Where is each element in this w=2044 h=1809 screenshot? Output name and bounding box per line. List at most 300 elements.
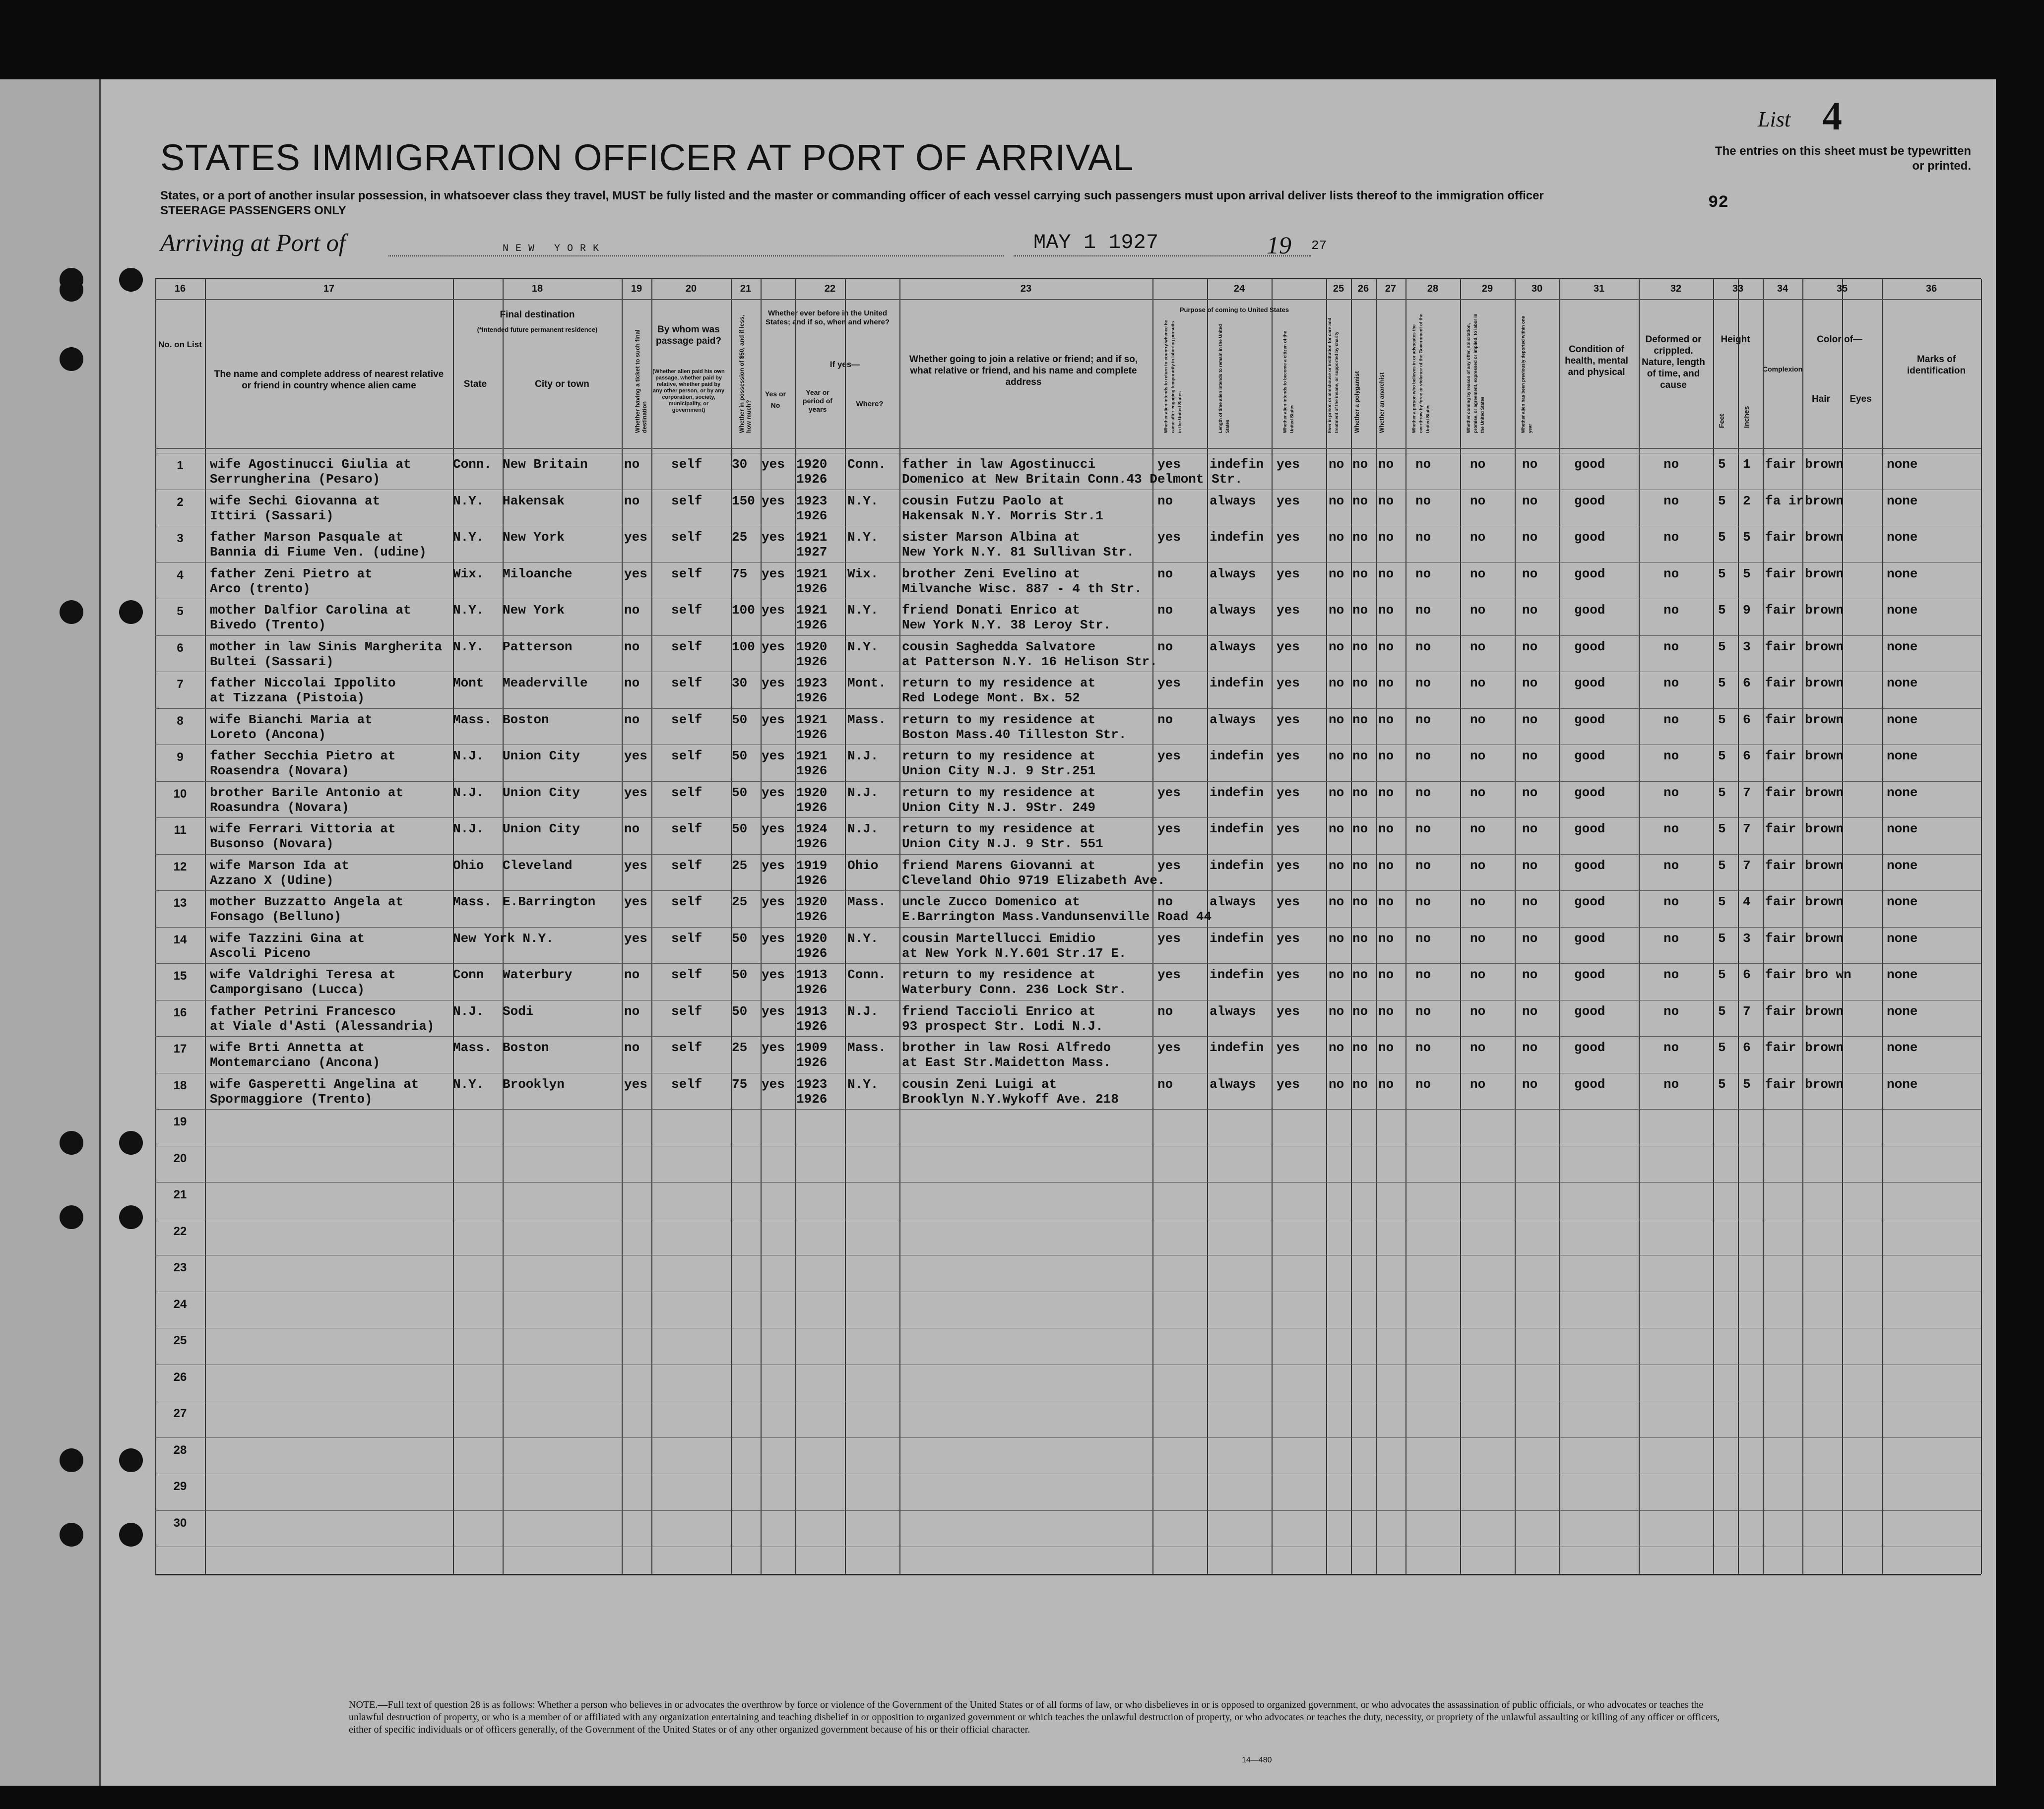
- subtitle-line-2: STEERAGE PASSENGERS ONLY: [160, 204, 346, 217]
- punch-hole: [119, 1523, 143, 1547]
- years-cell: 1924: [796, 821, 828, 836]
- join-cell-line2: New York N.Y. 81 Sullivan Str.: [902, 545, 1135, 560]
- years-cell: 1921: [796, 603, 828, 618]
- join-cell: return to my residence at: [902, 785, 1096, 800]
- hair-cell: brown: [1805, 457, 1844, 472]
- row-number: 9: [177, 750, 184, 764]
- polygamist-cell: no: [1352, 785, 1368, 800]
- paid-cell: self: [671, 931, 703, 946]
- prison-cell: no: [1329, 821, 1344, 836]
- deported-cell: no: [1522, 785, 1538, 800]
- row-number: 8: [177, 714, 184, 728]
- join-cell-line2: Union City N.J. 9 Str. 551: [902, 836, 1103, 851]
- years-cell: 1920: [796, 931, 828, 946]
- polygamist-cell: no: [1352, 967, 1368, 982]
- where-cell: Mass.: [847, 712, 887, 727]
- hair-cell: brown: [1805, 785, 1844, 800]
- header-eyes: Eyes: [1850, 394, 1872, 404]
- deported-cell: no: [1522, 894, 1538, 909]
- punch-hole: [60, 1523, 83, 1547]
- header-where: Where?: [856, 400, 884, 408]
- ticket-cell: yes: [624, 785, 647, 800]
- city-cell: Hakensak: [503, 493, 565, 508]
- inches-cell: 6: [1743, 967, 1751, 982]
- hair-cell: brown: [1805, 603, 1844, 618]
- column-number: 32: [1670, 283, 1682, 294]
- relative-cell-line2: Ascoli Piceno: [210, 945, 311, 961]
- header-purpose-length: Length of time alien intends to remain in the United States: [1218, 324, 1230, 433]
- inches-cell: 7: [1743, 785, 1751, 800]
- years-cell-line2: 1926: [796, 836, 828, 851]
- polygamist-cell: no: [1352, 821, 1368, 836]
- inches-cell: 7: [1743, 858, 1751, 873]
- overthrow-cell: no: [1415, 785, 1431, 800]
- city-cell: Meaderville: [503, 676, 588, 690]
- years-cell: 1913: [796, 1003, 828, 1019]
- ticket-cell: yes: [624, 894, 647, 909]
- marks-cell: none: [1887, 566, 1918, 581]
- deformed-cell: no: [1663, 821, 1679, 836]
- years-cell: 1921: [796, 749, 828, 763]
- health-cell: good: [1574, 603, 1605, 618]
- city-cell: Union City: [503, 749, 580, 763]
- labor-offer-cell: no: [1470, 821, 1486, 836]
- years-cell: 1921: [796, 530, 828, 545]
- city-cell: Boston: [503, 1040, 549, 1055]
- marks-cell: none: [1887, 858, 1918, 873]
- ticket-cell: no: [624, 821, 640, 836]
- complexion-cell: fair: [1765, 566, 1796, 581]
- join-cell-line2: Union City N.J. 9 Str.251: [902, 763, 1096, 778]
- column-number: 34: [1777, 283, 1788, 294]
- feet-cell: 5: [1718, 785, 1726, 800]
- inches-cell: 6: [1743, 1040, 1751, 1055]
- anarchist-cell: no: [1378, 931, 1394, 946]
- money-cell: 25: [732, 858, 748, 873]
- row-rule: [155, 1437, 1981, 1438]
- anarchist-cell: no: [1378, 493, 1394, 508]
- overthrow-cell: no: [1415, 1076, 1431, 1092]
- purpose-length-cell: indefin: [1210, 530, 1264, 545]
- join-cell-line2: New York N.Y. 38 Leroy Str.: [902, 618, 1111, 632]
- labor-offer-cell: no: [1470, 493, 1486, 508]
- complexion-cell: fair: [1765, 931, 1796, 946]
- polygamist-cell: no: [1352, 639, 1368, 654]
- purpose-return-cell: no: [1157, 493, 1173, 508]
- row-number: 23: [173, 1261, 187, 1274]
- row-rule: [155, 1182, 1981, 1183]
- where-cell: Conn.: [847, 967, 887, 982]
- anarchist-cell: no: [1378, 530, 1394, 545]
- complexion-cell: fair: [1765, 894, 1796, 909]
- purpose-citizen-cell: yes: [1277, 457, 1300, 472]
- deformed-cell: no: [1663, 530, 1679, 545]
- header-color: Color of—: [1817, 334, 1862, 345]
- purpose-length-cell: indefin: [1210, 457, 1264, 472]
- row-number: 22: [173, 1224, 187, 1238]
- years-cell-line2: 1926: [796, 472, 828, 487]
- ticket-cell: no: [624, 457, 640, 472]
- feet-cell: 5: [1718, 821, 1726, 836]
- anarchist-cell: no: [1378, 821, 1394, 836]
- polygamist-cell: no: [1352, 712, 1368, 727]
- purpose-length-cell: indefin: [1210, 858, 1264, 873]
- paid-cell: self: [671, 821, 703, 836]
- polygamist-cell: no: [1352, 1003, 1368, 1019]
- ticket-cell: no: [624, 967, 640, 982]
- column-number: 29: [1481, 283, 1493, 294]
- hair-cell: bro wn: [1805, 967, 1852, 982]
- row-number: 19: [173, 1115, 187, 1128]
- ticket-cell: yes: [624, 1076, 647, 1092]
- hair-cell: brown: [1805, 931, 1844, 946]
- state-cell: N.Y.: [453, 530, 484, 545]
- manifest-table: [155, 278, 1981, 1575]
- hair-cell: brown: [1805, 530, 1844, 545]
- deformed-cell: no: [1663, 566, 1679, 581]
- purpose-length-cell: always: [1210, 493, 1256, 508]
- paid-cell: self: [671, 603, 703, 618]
- prison-cell: no: [1329, 493, 1344, 508]
- before-cell: yes: [762, 603, 785, 618]
- overthrow-cell: no: [1415, 530, 1431, 545]
- feet-cell: 5: [1718, 493, 1726, 508]
- ticket-cell: no: [624, 1040, 640, 1055]
- anarchist-cell: no: [1378, 967, 1394, 982]
- city-cell: Cleveland: [503, 858, 573, 873]
- money-cell: 25: [732, 894, 748, 909]
- row-number: 5: [177, 605, 184, 618]
- purpose-return-cell: yes: [1157, 821, 1181, 836]
- overthrow-cell: no: [1415, 712, 1431, 727]
- labor-offer-cell: no: [1470, 530, 1486, 545]
- paid-cell: self: [671, 749, 703, 763]
- feet-cell: 5: [1718, 1076, 1726, 1092]
- state-cell: Mass.: [453, 1040, 492, 1055]
- marks-cell: none: [1887, 821, 1918, 836]
- row-number: 2: [177, 495, 184, 509]
- years-cell-line2: 1926: [796, 654, 828, 669]
- purpose-citizen-cell: yes: [1277, 639, 1300, 654]
- paid-cell: self: [671, 1040, 703, 1055]
- relative-cell-line2: at Tizzana (Pistoia): [210, 690, 365, 705]
- complexion-cell: fair: [1765, 639, 1796, 654]
- state-cell: Mont: [453, 676, 484, 690]
- state-cell: Mass.: [453, 894, 492, 909]
- complexion-cell: fair: [1765, 785, 1796, 800]
- state-cell: New York N.Y.: [453, 931, 554, 946]
- prison-cell: no: [1329, 457, 1344, 472]
- punch-hole: [60, 347, 83, 371]
- where-cell: N.Y.: [847, 493, 879, 508]
- anarchist-cell: no: [1378, 603, 1394, 618]
- footer-note: NOTE.—Full text of question 28 is as follows: Whether a person who believes in or advocates the overthrow by force or violence of the Government of the United States or of all forms of law, or who disbelieves in or is opposed to organized government, or who advocates the assassination of public officials, or who advocates or teaches the unlawful destruction of property, or who is a member of or affiliated with any organization entertaining and teaching disbelief in or opposition to organized government or which teaches the unlawful destruction of property, or who advocates or teaches the duty, necessity, or propriety of the unlawful assaulting or killing of any officer or officers, either of specific individuals or of officers generally, of the Government of the United States or of any other organized government because of his or their official character.: [349, 1699, 1720, 1735]
- relative-cell: father Niccolai Ippolito: [210, 676, 396, 690]
- anarchist-cell: no: [1378, 858, 1394, 873]
- header-health: Condition of health, mental and physical: [1565, 344, 1628, 377]
- prison-cell: no: [1329, 749, 1344, 763]
- year-prefix: 19: [1267, 231, 1291, 259]
- money-cell: 30: [732, 457, 748, 472]
- deported-cell: no: [1522, 493, 1538, 508]
- hair-cell: brown: [1805, 858, 1844, 873]
- header-city: City or town: [535, 379, 589, 389]
- paid-cell: self: [671, 530, 703, 545]
- column-number: 20: [685, 283, 697, 294]
- paid-cell: self: [671, 1076, 703, 1092]
- prison-cell: no: [1329, 603, 1344, 618]
- page-number: 92: [1708, 193, 1728, 212]
- row-number: 24: [173, 1297, 187, 1311]
- header-height: Height: [1721, 334, 1750, 345]
- relative-cell-line2: Fonsago (Belluno): [210, 909, 342, 924]
- years-cell: 1909: [796, 1040, 828, 1055]
- purpose-citizen-cell: yes: [1277, 1076, 1300, 1092]
- deported-cell: no: [1522, 639, 1538, 654]
- inches-cell: 2: [1743, 493, 1751, 508]
- header-anarchist: Whether an anarchist: [1378, 372, 1385, 433]
- overthrow-cell: no: [1415, 457, 1431, 472]
- prison-cell: no: [1329, 931, 1344, 946]
- relative-cell: wife Tazzini Gina at: [210, 931, 365, 946]
- deformed-cell: no: [1663, 1040, 1679, 1055]
- list-label: List: [1758, 107, 1791, 131]
- inches-cell: 5: [1743, 530, 1751, 545]
- column-number: 35: [1836, 283, 1848, 294]
- join-cell: cousin Futzu Paolo at: [902, 493, 1065, 508]
- row-number: 30: [173, 1516, 187, 1530]
- inches-cell: 6: [1743, 676, 1751, 690]
- relative-cell: wife Marson Ida at: [210, 858, 349, 873]
- where-cell: Ohio: [847, 858, 879, 873]
- before-cell: yes: [762, 785, 785, 800]
- before-cell: yes: [762, 530, 785, 545]
- column-rule: [1981, 279, 1982, 1574]
- hair-cell: brown: [1805, 712, 1844, 727]
- where-cell: N.J.: [847, 821, 879, 836]
- years-cell-line2: 1926: [796, 1018, 828, 1034]
- hair-cell: brown: [1805, 566, 1844, 581]
- complexion-cell: fair: [1765, 1040, 1796, 1055]
- city-cell: Union City: [503, 821, 580, 836]
- city-cell: Waterbury: [503, 967, 573, 982]
- relative-cell: father Marson Pasquale at: [210, 530, 404, 545]
- ticket-cell: yes: [624, 931, 647, 946]
- before-cell: yes: [762, 1076, 785, 1092]
- complexion-cell: fair: [1765, 530, 1796, 545]
- labor-offer-cell: no: [1470, 712, 1486, 727]
- join-cell-line2: at Patterson N.Y. 16 Helison Str.: [902, 654, 1157, 669]
- header-passage-note: (Whether alien paid his own passage, whether paid by relative, whether paid by any other person, or by any corporation, society, municipality, or government): [652, 369, 725, 413]
- deformed-cell: no: [1663, 603, 1679, 618]
- join-cell-line2: Domenico at New Britain Conn.43 Delmont Str.: [902, 472, 1243, 487]
- overthrow-cell: no: [1415, 749, 1431, 763]
- marks-cell: none: [1887, 894, 1918, 909]
- money-cell: 75: [732, 1076, 748, 1092]
- feet-cell: 5: [1718, 931, 1726, 946]
- join-cell: cousin Martellucci Emidio: [902, 931, 1096, 946]
- where-cell: N.Y.: [847, 1076, 879, 1092]
- relative-cell: mother Buzzatto Angela at: [210, 894, 404, 909]
- punch-hole: [60, 600, 83, 624]
- money-cell: 50: [732, 785, 748, 800]
- deformed-cell: no: [1663, 1003, 1679, 1019]
- health-cell: good: [1574, 712, 1605, 727]
- hair-cell: brown: [1805, 639, 1844, 654]
- deformed-cell: no: [1663, 894, 1679, 909]
- years-cell: 1919: [796, 858, 828, 873]
- city-cell: New Britain: [503, 457, 588, 472]
- hair-cell: brown: [1805, 749, 1844, 763]
- adjacent-page-strip: [0, 79, 99, 1786]
- overthrow-cell: no: [1415, 931, 1431, 946]
- column-number: 21: [740, 283, 752, 294]
- health-cell: good: [1574, 1003, 1605, 1019]
- header-overthrow: Whether a person who believes in or advocates the overthrow by force or violence of the Government of the United States: [1411, 313, 1430, 433]
- relative-cell-line2: Bultei (Sassari): [210, 654, 334, 669]
- row-number: 7: [177, 678, 184, 691]
- deported-cell: no: [1522, 967, 1538, 982]
- polygamist-cell: no: [1352, 1040, 1368, 1055]
- purpose-citizen-cell: yes: [1277, 894, 1300, 909]
- purpose-citizen-cell: yes: [1277, 712, 1300, 727]
- years-cell-line2: 1926: [796, 763, 828, 778]
- deported-cell: no: [1522, 1040, 1538, 1055]
- before-cell: yes: [762, 457, 785, 472]
- join-cell: friend Marens Giovanni at: [902, 858, 1096, 873]
- health-cell: good: [1574, 821, 1605, 836]
- header-join-relative: Whether going to join a relative or friend; and if so, what relative or friend, and his name and complete address: [909, 354, 1138, 387]
- punch-hole: [119, 268, 143, 292]
- purpose-citizen-cell: yes: [1277, 530, 1300, 545]
- years-cell-line2: 1926: [796, 1091, 828, 1107]
- join-cell: sister Marson Albina at: [902, 530, 1080, 545]
- row-number: 16: [173, 1005, 187, 1019]
- city-cell: Boston: [503, 712, 549, 727]
- join-cell: return to my residence at: [902, 967, 1096, 982]
- years-cell: 1923: [796, 493, 828, 508]
- row-rule: [155, 854, 1981, 855]
- where-cell: N.J.: [847, 785, 879, 800]
- before-cell: yes: [762, 493, 785, 508]
- prison-cell: no: [1329, 712, 1344, 727]
- polygamist-cell: no: [1352, 858, 1368, 873]
- complexion-cell: fair: [1765, 676, 1796, 690]
- purpose-citizen-cell: yes: [1277, 1003, 1300, 1019]
- manifest-sheet: [99, 79, 1996, 1786]
- row-rule: [155, 562, 1981, 563]
- list-number: 4: [1822, 95, 1842, 138]
- hair-cell: brown: [1805, 676, 1844, 690]
- relative-cell: mother in law Sinis Margherita: [210, 639, 443, 654]
- health-cell: good: [1574, 858, 1605, 873]
- before-cell: yes: [762, 967, 785, 982]
- deformed-cell: no: [1663, 457, 1679, 472]
- ticket-cell: no: [624, 603, 640, 618]
- relative-cell-line2: at Viale d'Asti (Alessandria): [210, 1018, 435, 1034]
- deformed-cell: no: [1663, 931, 1679, 946]
- complexion-cell: fair: [1765, 1003, 1796, 1019]
- inches-cell: 6: [1743, 712, 1751, 727]
- money-cell: 30: [732, 676, 748, 690]
- years-cell: 1923: [796, 1076, 828, 1092]
- purpose-length-cell: indefin: [1210, 821, 1264, 836]
- column-number: 16: [174, 283, 186, 294]
- join-cell-line2: at East Str.Maidetton Mass.: [902, 1055, 1111, 1070]
- column-number: 22: [824, 283, 836, 294]
- deported-cell: no: [1522, 749, 1538, 763]
- ticket-cell: yes: [624, 858, 647, 873]
- ticket-cell: no: [624, 1003, 640, 1019]
- join-cell-line2: 93 prospect Str. Lodi N.J.: [902, 1018, 1103, 1034]
- relative-cell: father Zeni Pietro at: [210, 566, 373, 581]
- paid-cell: self: [671, 676, 703, 690]
- state-cell: N.J.: [453, 821, 484, 836]
- prison-cell: no: [1329, 566, 1344, 581]
- marks-cell: none: [1887, 1003, 1918, 1019]
- feet-cell: 5: [1718, 858, 1726, 873]
- before-cell: yes: [762, 821, 785, 836]
- deformed-cell: no: [1663, 1076, 1679, 1092]
- inches-cell: 5: [1743, 566, 1751, 581]
- form-number: 14—480: [1242, 1756, 1272, 1764]
- paid-cell: self: [671, 639, 703, 654]
- paid-cell: self: [671, 785, 703, 800]
- inches-cell: 3: [1743, 931, 1751, 946]
- feet-cell: 5: [1718, 676, 1726, 690]
- polygamist-cell: no: [1352, 493, 1368, 508]
- years-cell: 1920: [796, 457, 828, 472]
- relative-cell-line2: Busonso (Novara): [210, 836, 334, 851]
- port-line: [388, 255, 1004, 256]
- join-cell-line2: Red Lodege Mont. Bx. 52: [902, 690, 1080, 705]
- row-number: 26: [173, 1370, 187, 1384]
- years-cell-line2: 1927: [796, 545, 828, 560]
- before-cell: yes: [762, 749, 785, 763]
- complexion-cell: fair: [1765, 457, 1796, 472]
- labor-offer-cell: no: [1470, 785, 1486, 800]
- city-cell: New York: [503, 530, 565, 545]
- health-cell: good: [1574, 530, 1605, 545]
- punch-hole: [119, 1131, 143, 1155]
- punch-hole: [60, 1205, 83, 1229]
- purpose-length-cell: always: [1210, 712, 1256, 727]
- row-rule: [155, 781, 1981, 782]
- page-title: STATES IMMIGRATION OFFICER AT PORT OF ARRIVAL: [160, 137, 1134, 178]
- join-cell-line2: Hakensak N.Y. Morris Str.1: [902, 508, 1103, 523]
- inches-cell: 5: [1743, 1076, 1751, 1092]
- inches-cell: 7: [1743, 1003, 1751, 1019]
- money-cell: 50: [732, 967, 748, 982]
- labor-offer-cell: no: [1470, 457, 1486, 472]
- labor-offer-cell: no: [1470, 566, 1486, 581]
- prison-cell: no: [1329, 1076, 1344, 1092]
- purpose-citizen-cell: yes: [1277, 603, 1300, 618]
- deported-cell: no: [1522, 457, 1538, 472]
- relative-cell-line2: Montemarciano (Ancona): [210, 1055, 381, 1070]
- state-cell: N.Y.: [453, 1076, 484, 1092]
- header-relative: The name and complete address of nearest relative or friend in country whence alien came: [214, 369, 444, 391]
- punch-hole: [60, 268, 83, 292]
- where-cell: N.Y.: [847, 639, 879, 654]
- polygamist-cell: no: [1352, 603, 1368, 618]
- header-purpose-citizen: Whether alien intends to become a citizen of the United States: [1282, 330, 1294, 433]
- column-number: 23: [1020, 283, 1032, 294]
- anarchist-cell: no: [1378, 676, 1394, 690]
- purpose-length-cell: always: [1210, 639, 1256, 654]
- feet-cell: 5: [1718, 749, 1726, 763]
- years-cell-line2: 1926: [796, 945, 828, 961]
